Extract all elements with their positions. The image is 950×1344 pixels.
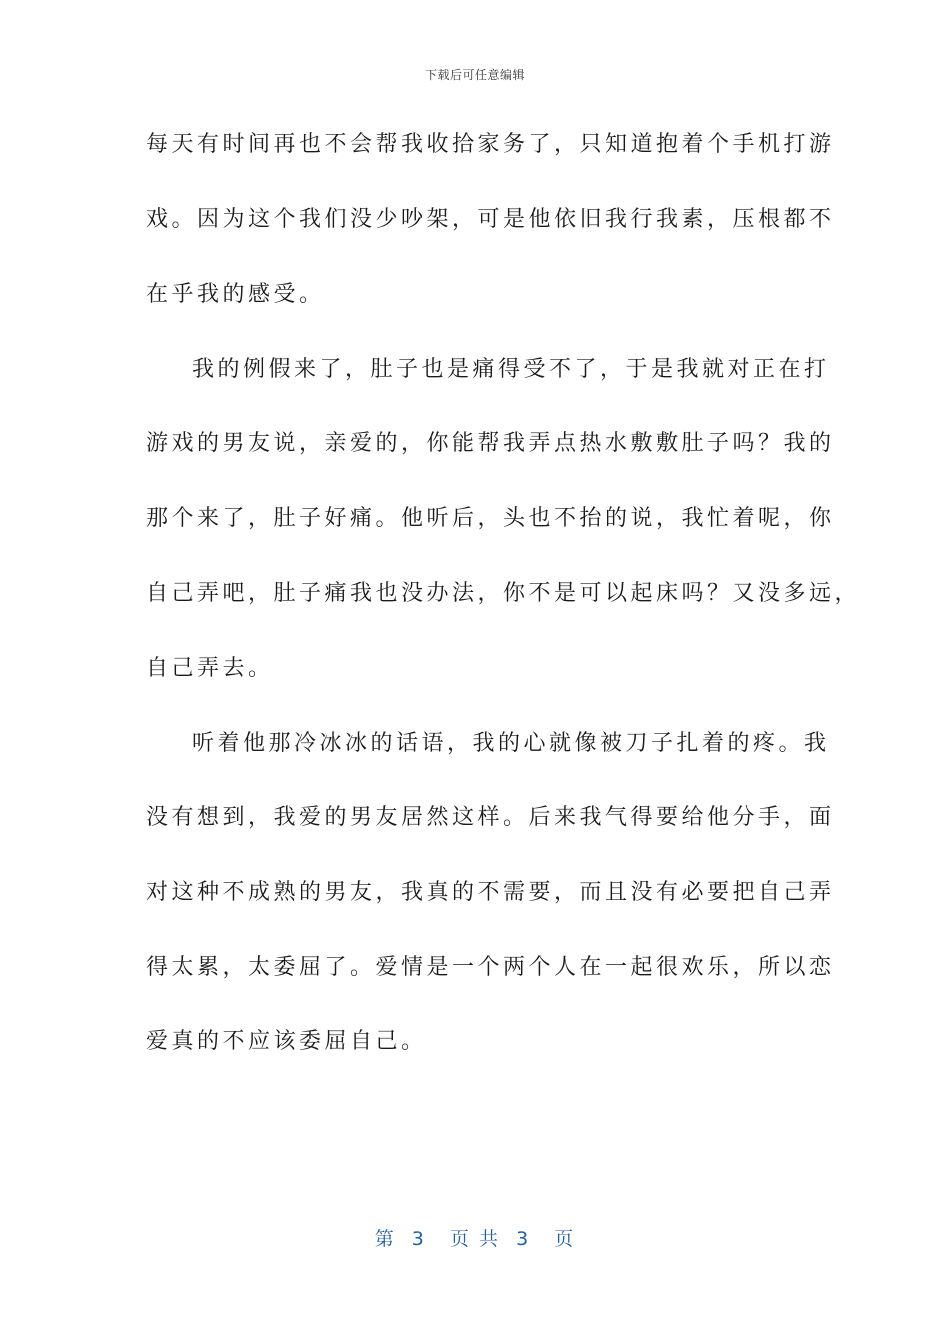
text-line: 戏。因为这个我们没少吵架，可是他依旧我行我素，压根都不 xyxy=(146,207,835,232)
text-line: 游戏的男友说，亲爱的，你能帮我弄点热水敷敷肚子吗？我的 xyxy=(146,431,835,456)
text-line: 自己弄吧，肚子痛我也没办法，你不是可以起床吗？又没多远， xyxy=(146,581,861,606)
text-line: 在乎我的感受。 xyxy=(146,282,325,307)
text-line: 那个来了，肚子好痛。他听后，头也不抬的说，我忙着呢，你 xyxy=(146,506,835,531)
text-line: 自己弄去。 xyxy=(146,656,274,681)
text-line: 对这种不成熟的男友，我真的不需要，而且没有必要把自己弄 xyxy=(146,880,835,905)
page-number: 第 3 页 共 3 页 xyxy=(374,1228,576,1250)
text-line: 爱真的不应该委屈自己。 xyxy=(146,1029,427,1054)
header-note: 下载后可任意编辑 xyxy=(424,68,525,82)
text-line: 每天有时间再也不会帮我收拾家务了，只知道抱着个手机打游 xyxy=(146,132,835,157)
text-line: 得太累，太委屈了。爱情是一个两个人在一起很欢乐，所以恋 xyxy=(146,955,835,980)
text-line: 听着他那冷冰冰的话语，我的心就像被刀子扎着的疼。我 xyxy=(192,731,830,756)
text-line: 我的例假来了，肚子也是痛得受不了，于是我就对正在打 xyxy=(192,357,830,382)
text-line: 没有想到，我爱的男友居然这样。后来我气得要给他分手，面 xyxy=(146,805,835,830)
